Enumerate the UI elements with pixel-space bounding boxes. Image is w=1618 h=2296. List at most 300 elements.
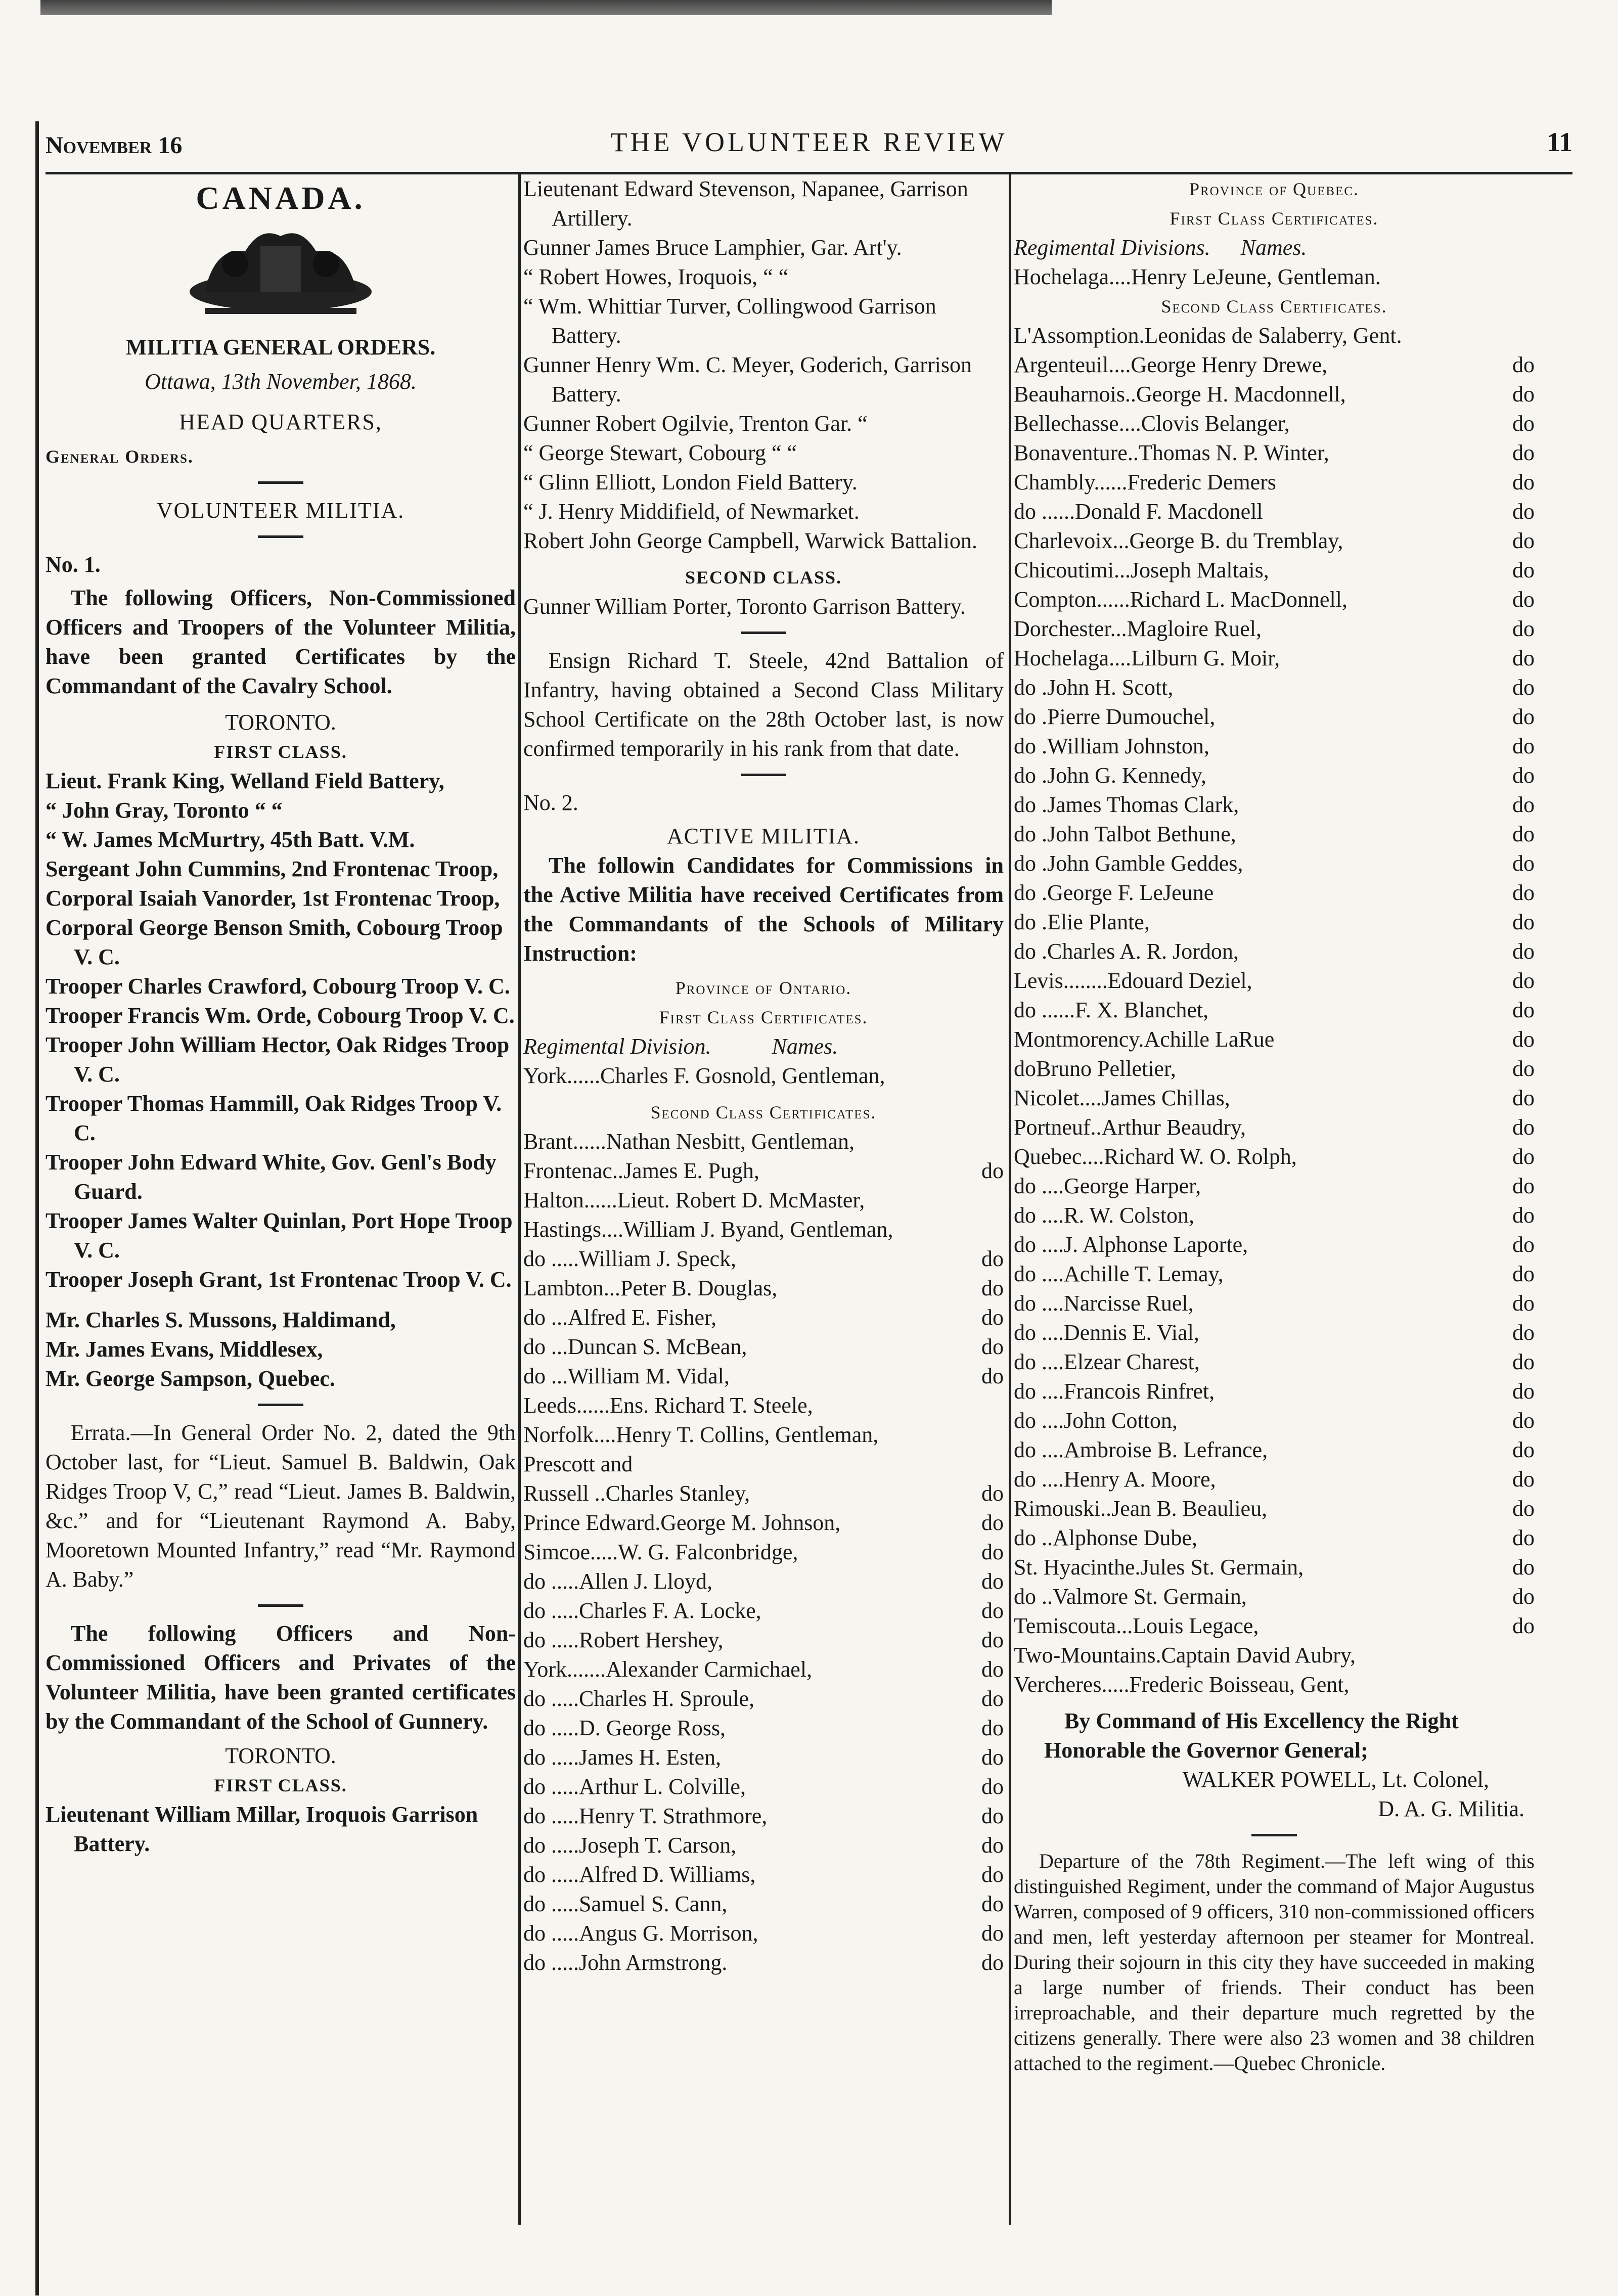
division-cell: do .... xyxy=(1014,1232,1064,1257)
name-cell: Duncan S. McBean, xyxy=(568,1334,747,1359)
division-cell: York...... xyxy=(523,1063,601,1088)
table-row xyxy=(523,1391,1004,1420)
ditto-cell: do xyxy=(981,1598,1004,1623)
division-cell: do . xyxy=(1014,675,1047,700)
division-cell: do xyxy=(1014,1056,1036,1081)
name-cell: William M. Vidal, xyxy=(568,1364,730,1388)
division-cell: do ..... xyxy=(523,1921,579,1946)
section-title: VOLUNTEER MILITIA. xyxy=(156,498,405,523)
table-row xyxy=(523,1596,1004,1626)
ditto-cell: do xyxy=(1512,1291,1535,1316)
name-cell: Thomas N. P. Winter, xyxy=(1138,440,1329,465)
division-cell: do ...... xyxy=(1014,998,1075,1022)
name-cell: William J. Speck, xyxy=(579,1246,737,1271)
certificate-entry: Trooper Francis Wm. Orde, Cobourg Troop V. C. xyxy=(46,1003,515,1028)
table-row xyxy=(523,1626,1004,1655)
ditto-cell: do xyxy=(1512,675,1535,700)
general-orders-label: General Orders. xyxy=(46,446,194,467)
table-row xyxy=(523,1186,1004,1215)
name-cell: Louis Legace, xyxy=(1133,1613,1259,1638)
order-intro: The following Officers, Non-Commissioned Officers and Troopers of the Volunteer Militia, have been granted Certificates by the Commandant of the Cavalry School. xyxy=(46,586,516,698)
table-row xyxy=(1014,1611,1535,1641)
ditto-cell: do xyxy=(981,1833,1004,1858)
table-row xyxy=(1014,937,1535,966)
ditto-cell: do xyxy=(1512,1555,1535,1580)
ditto-cell xyxy=(968,1127,1004,1156)
division-cell: do ... xyxy=(523,1305,568,1330)
table-row xyxy=(523,1362,1004,1391)
division-cell: do ...... xyxy=(1014,499,1075,524)
division-cell: Russell .. xyxy=(523,1481,606,1506)
ditto-cell: do xyxy=(1512,1115,1535,1140)
table-row xyxy=(523,1714,1004,1743)
table-row xyxy=(1014,585,1535,614)
division-cell: do . xyxy=(1014,910,1047,934)
division-cell: do . xyxy=(1014,704,1047,729)
table-row xyxy=(1014,1494,1535,1523)
column-rule-1 xyxy=(518,172,521,2225)
division-cell: Hastings.... xyxy=(523,1217,623,1242)
name-cell: Charles Stanley, xyxy=(605,1481,750,1506)
header-title: THE VOLUNTEER REVIEW xyxy=(610,127,1008,157)
name-cell: George F. LeJeune xyxy=(1047,880,1214,905)
ditto-cell: do xyxy=(981,1774,1004,1799)
name-cell: Robert Hershey, xyxy=(579,1628,724,1652)
name-cell: James H. Esten, xyxy=(579,1745,722,1770)
division-cell: do ..... xyxy=(523,1892,579,1916)
division-cell: Norfolk.... xyxy=(523,1422,616,1447)
ditto-cell: do xyxy=(1512,704,1535,729)
name-cell: J. Alphonse Laporte, xyxy=(1064,1232,1248,1257)
certificate-entry: “ W. James McMurtry, 45th Batt. V.M. xyxy=(46,827,415,852)
column-headings xyxy=(523,1032,1004,1061)
name-cell: Angus G. Morrison, xyxy=(579,1921,758,1946)
name-cell: Joseph T. Carson, xyxy=(579,1833,737,1858)
table-row xyxy=(1014,497,1535,526)
class-heading: Second Class Certificates. xyxy=(1161,296,1387,317)
division-cell: Vercheres..... xyxy=(1014,1672,1130,1697)
ditto-cell: do xyxy=(1512,910,1535,934)
table-row xyxy=(523,1450,1004,1479)
canada-heading: CANADA. xyxy=(196,180,366,216)
division-cell: do ..... xyxy=(523,1686,579,1711)
table-row xyxy=(1014,1113,1535,1142)
division-cell: do . xyxy=(1014,851,1047,876)
ditto-cell: do xyxy=(1512,1086,1535,1110)
province-heading: Province of Ontario. xyxy=(675,978,852,998)
ditto-cell: do xyxy=(1512,1144,1535,1169)
column-2 xyxy=(523,174,1004,1977)
name-cell: Edouard Deziel, xyxy=(1107,968,1252,993)
ditto-cell: do xyxy=(1512,734,1535,758)
division-cell: L'Assomption. xyxy=(1014,323,1145,348)
name-cell: James Thomas Clark, xyxy=(1047,792,1239,817)
table-row xyxy=(1014,556,1535,585)
table-row xyxy=(523,1332,1004,1362)
division-cell: do ..... xyxy=(523,1246,579,1271)
division-cell: Leeds...... xyxy=(523,1393,610,1418)
division-cell: York....... xyxy=(523,1657,606,1682)
place-heading: TORONTO. xyxy=(225,1743,336,1768)
gunnery-intro: The following Officers and Non-Commissioned Officers and Privates of the Volunteer Militia, have been granted certificates by the Commandant of the School of Gunnery. xyxy=(46,1621,516,1734)
division-cell: do ..... xyxy=(523,1716,579,1740)
division-cell: do . xyxy=(1014,822,1047,846)
division-cell: do ..... xyxy=(523,1804,579,1828)
certificate-entry: “ George Stewart, Cobourg “ “ xyxy=(523,440,797,465)
place-heading: TORONTO. xyxy=(225,710,336,735)
certificate-entry: Trooper Joseph Grant, 1st Frontenac Troop V. C. xyxy=(46,1267,512,1292)
ditto-cell: do xyxy=(1512,1056,1535,1081)
division-cell: do . xyxy=(1014,763,1047,788)
ditto-cell: do xyxy=(981,1716,1004,1740)
division-cell: do . xyxy=(1014,939,1047,964)
name-cell: Peter B. Douglas, xyxy=(620,1276,778,1300)
division-cell: Simcoe..... xyxy=(523,1540,618,1564)
ditto-cell: do xyxy=(981,1686,1004,1711)
ditto-cell: do xyxy=(981,1921,1004,1946)
ditto-cell: do xyxy=(981,1540,1004,1564)
name-cell: Nathan Nesbitt, Gentleman, xyxy=(606,1129,855,1154)
certificate-entry: Trooper Thomas Hammill, Oak Ridges Troop V. C. xyxy=(46,1091,502,1145)
certificate-entry: Lieut. Frank King, Welland Field Battery, xyxy=(46,769,444,793)
ditto-cell xyxy=(1499,321,1535,350)
table-row xyxy=(1014,350,1535,380)
table-row xyxy=(1014,878,1535,908)
table-row xyxy=(1014,1582,1535,1611)
name-cell: Achille LaRue xyxy=(1144,1027,1275,1052)
class-heading: FIRST CLASS. xyxy=(214,742,347,762)
name-cell: Jules St. Germain, xyxy=(1140,1555,1304,1580)
table-row xyxy=(1014,1142,1535,1172)
division-cell: do .. xyxy=(1014,1584,1053,1609)
division-cell: St. Hyacinthe. xyxy=(1014,1555,1141,1580)
table-row xyxy=(1014,1201,1535,1230)
name-cell: John Armstrong. xyxy=(579,1950,728,1975)
table-row xyxy=(1014,1347,1535,1377)
names-col-heading: Names. xyxy=(772,1034,838,1059)
table-row xyxy=(1014,673,1535,702)
ditto-cell xyxy=(1499,1641,1535,1670)
division-cell: do .... xyxy=(1014,1291,1064,1316)
name-cell: Francois Rinfret, xyxy=(1064,1379,1215,1404)
ditto-cell: do xyxy=(1512,1232,1535,1257)
name-cell: George H. Macdonnell, xyxy=(1136,382,1346,407)
name-cell: Alphonse Dube, xyxy=(1053,1525,1197,1550)
division-cell: do ..... xyxy=(523,1833,579,1858)
table-row xyxy=(523,1274,1004,1303)
ditto-cell: do xyxy=(1512,558,1535,582)
table-row xyxy=(1014,820,1535,849)
name-cell: Frederic Boisseau, Gent, xyxy=(1129,1672,1350,1697)
division-cell: do ..... xyxy=(523,1774,579,1799)
division-cell: do .... xyxy=(1014,1437,1064,1462)
certificate-entry: “ John Gray, Toronto “ “ xyxy=(46,798,283,823)
name-cell: Elzear Charest, xyxy=(1064,1349,1200,1374)
ensign-note: Ensign Richard T. Steele, 42nd Battalion of Infantry, having obtained a Second Class Military School Certificate on the 28th October last, is now confirmed temporarily in his rank from that date. xyxy=(523,648,1004,761)
table-row xyxy=(1014,849,1535,878)
separator xyxy=(741,774,786,776)
table-row xyxy=(1014,1406,1535,1435)
header-page-number: 11 xyxy=(1546,127,1572,157)
division-cell: Frontenac.. xyxy=(523,1158,623,1183)
division-cell: do ... xyxy=(523,1334,568,1359)
page-header xyxy=(46,126,1572,174)
name-cell: Elie Plante, xyxy=(1047,910,1150,934)
name-cell: Alfred E. Fisher, xyxy=(568,1305,716,1330)
ditto-cell: do xyxy=(1512,851,1535,876)
names-col-heading: Names. xyxy=(1240,235,1307,260)
coat-of-arms-icon xyxy=(174,216,387,322)
ditto-cell: do xyxy=(1512,1496,1535,1521)
division-cell: do ... xyxy=(523,1364,568,1388)
table-row xyxy=(523,1538,1004,1567)
table-row xyxy=(1014,1259,1535,1289)
division-cell: Quebec.... xyxy=(1014,1144,1104,1169)
name-cell: George M. Johnson, xyxy=(660,1510,841,1535)
table-row xyxy=(1014,1553,1535,1582)
certificate-entry: Corporal Isaiah Vanorder, 1st Frontenac Troop, xyxy=(46,886,500,911)
table-row xyxy=(523,1919,1004,1948)
certificate-list xyxy=(46,767,516,1294)
header-date: November 16 xyxy=(46,132,183,159)
certificate-entry: Trooper Charles Crawford, Cobourg Troop V. C. xyxy=(46,974,510,999)
division-cell: Hochelaga.... xyxy=(1014,264,1132,289)
name-cell: John G. Kennedy, xyxy=(1047,763,1206,788)
ditto-cell: do xyxy=(1512,440,1535,465)
separator xyxy=(258,481,303,484)
division-cell: Prescott and xyxy=(523,1452,633,1476)
name-cell: Samuel S. Cann, xyxy=(579,1892,728,1916)
ditto-cell: do xyxy=(1512,1437,1535,1462)
ditto-cell: do xyxy=(1512,1349,1535,1374)
ditto-cell: do xyxy=(981,1892,1004,1916)
certificate-entry: Mr. Charles S. Mussons, Haldimand, xyxy=(46,1308,396,1332)
table-row xyxy=(1014,1465,1535,1494)
division-cell: Halton...... xyxy=(523,1188,617,1212)
separator xyxy=(258,535,303,538)
division-cell: Chicoutimi... xyxy=(1014,558,1131,582)
head-quarters: HEAD QUARTERS, xyxy=(179,410,382,434)
ditto-cell xyxy=(968,1420,1004,1450)
name-cell: Ens. Richard T. Steele, xyxy=(610,1393,813,1418)
gunnery-list xyxy=(523,174,1004,556)
active-intro: The followin Candidates for Commissions in the Active Militia have received Certificates from the Commandants of the Schools of Military Instruction: xyxy=(523,853,1004,966)
name-cell: Ambroise B. Lefrance, xyxy=(1064,1437,1268,1462)
table-row xyxy=(523,1420,1004,1450)
name-cell: William J. Byand, Gentleman, xyxy=(623,1217,893,1242)
division-cell: Montmorency. xyxy=(1014,1027,1144,1052)
name-cell: George Henry Drewe, xyxy=(1131,352,1328,377)
ditto-cell: do xyxy=(981,1628,1004,1652)
name-cell xyxy=(633,1450,968,1479)
name-cell: James Chillas, xyxy=(1101,1086,1230,1110)
class-heading: First Class Certificates. xyxy=(1170,208,1379,229)
ditto-cell: do xyxy=(1512,1584,1535,1609)
ditto-cell: do xyxy=(981,1510,1004,1535)
certificate-entry: “ Robert Howes, Iroquois, “ “ xyxy=(523,264,789,289)
division-cell: Temiscouta... xyxy=(1014,1613,1133,1638)
order-number: No. 1. xyxy=(46,552,101,577)
division-cell: do .... xyxy=(1014,1408,1064,1433)
ditto-cell: do xyxy=(1512,382,1535,407)
separator xyxy=(1251,1834,1297,1836)
division-cell: Dorchester... xyxy=(1014,616,1127,641)
ditto-cell: do xyxy=(981,1481,1004,1506)
first-class-table xyxy=(1014,262,1535,292)
name-cell: W. G. Falconbridge, xyxy=(617,1540,798,1564)
name-cell: Richard W. O. Rolph, xyxy=(1104,1144,1297,1169)
table-row xyxy=(1014,644,1535,673)
division-cell: Bellechasse.... xyxy=(1014,411,1141,436)
certificate-entry: Gunner William Porter, Toronto Garrison Battery. xyxy=(523,594,966,619)
second-class-table xyxy=(523,1127,1004,1977)
ditto-cell: do xyxy=(1512,1525,1535,1550)
ditto-cell xyxy=(968,1391,1004,1420)
division-cell: do ..... xyxy=(523,1569,579,1594)
ditto-cell: do xyxy=(981,1276,1004,1300)
separator xyxy=(258,1604,303,1607)
ditto-cell: do xyxy=(1512,1262,1535,1286)
table-row xyxy=(1014,790,1535,820)
table-row xyxy=(523,1831,1004,1860)
division-cell: Nicolet.... xyxy=(1014,1086,1102,1110)
name-cell: Lieut. Robert D. McMaster, xyxy=(617,1188,865,1212)
ditto-cell xyxy=(968,1061,1004,1091)
name-cell: Charles F. Gosnold, Gentleman, xyxy=(600,1063,885,1088)
certificate-entry: Mr. James Evans, Middlesex, xyxy=(46,1337,323,1362)
table-row xyxy=(523,1127,1004,1156)
ditto-cell xyxy=(968,1215,1004,1244)
coat-of-arms xyxy=(46,213,516,333)
name-cell: Henry T. Collins, Gentleman, xyxy=(616,1422,879,1447)
division-col-heading: Regimental Division. xyxy=(523,1034,711,1059)
name-cell: John H. Scott, xyxy=(1047,675,1174,700)
certificate-entry: “ Wm. Whittiar Turver, Collingwood Garrison Battery. xyxy=(523,294,936,348)
table-row xyxy=(1014,1523,1535,1553)
ditto-cell xyxy=(968,1186,1004,1215)
name-cell: Achille T. Lemay, xyxy=(1064,1262,1224,1286)
ditto-cell: do xyxy=(1512,1379,1535,1404)
division-cell: Portneuf.. xyxy=(1014,1115,1102,1140)
ditto-cell: do xyxy=(1512,1613,1535,1638)
table-row xyxy=(1014,1435,1535,1465)
section-title: ACTIVE MILITIA. xyxy=(667,824,860,848)
name-cell: Richard L. MacDonnell, xyxy=(1130,587,1347,612)
table-row xyxy=(523,1772,1004,1802)
second-class-table xyxy=(1014,321,1535,1699)
name-cell: Donald F. Macdonell xyxy=(1075,499,1263,524)
table-row xyxy=(523,1567,1004,1596)
division-cell: Charlevoix... xyxy=(1014,528,1130,553)
ditto-cell: do xyxy=(1512,411,1535,436)
table-row xyxy=(1014,702,1535,732)
table-row xyxy=(1014,1084,1535,1113)
ditto-cell: do xyxy=(981,1657,1004,1682)
ditto-cell: do xyxy=(1512,880,1535,905)
table-row xyxy=(1014,438,1535,468)
certificate-entry: Corporal George Benson Smith, Cobourg Troop V. C. xyxy=(46,915,503,969)
table-row xyxy=(523,1508,1004,1538)
division-cell: Rimouski.. xyxy=(1014,1496,1112,1521)
division-cell: do .... xyxy=(1014,1262,1064,1286)
name-cell: William Johnston, xyxy=(1047,734,1209,758)
class-heading: First Class Certificates. xyxy=(659,1007,868,1027)
division-cell: Lambton... xyxy=(523,1276,620,1300)
name-cell: D. George Ross, xyxy=(579,1716,726,1740)
ditto-cell xyxy=(1499,1670,1535,1699)
ditto-cell: do xyxy=(1512,499,1535,524)
table-row xyxy=(523,1479,1004,1508)
ditto-cell: do xyxy=(981,1950,1004,1975)
name-cell: Arthur L. Colville, xyxy=(579,1774,746,1799)
table-row xyxy=(523,1889,1004,1919)
order-number: No. 2. xyxy=(523,790,578,815)
name-cell: John Gamble Geddes, xyxy=(1047,851,1243,876)
name-cell: Alfred D. Williams, xyxy=(579,1862,756,1887)
table-row xyxy=(1014,321,1535,350)
certificate-entry: Trooper John Edward White, Gov. Genl's Body Guard. xyxy=(46,1150,497,1204)
ditto-cell: do xyxy=(981,1305,1004,1330)
name-cell: George B. du Tremblay, xyxy=(1129,528,1343,553)
ditto-cell: do xyxy=(1512,470,1535,494)
name-cell: Lilburn G. Moir, xyxy=(1131,646,1280,670)
ditto-cell xyxy=(968,1450,1004,1479)
division-cell: do .... xyxy=(1014,1174,1064,1198)
ditto-cell: do xyxy=(981,1334,1004,1359)
ditto-cell: do xyxy=(1512,998,1535,1022)
division-cell: do .... xyxy=(1014,1320,1064,1345)
division-cell: Compton...... xyxy=(1014,587,1130,612)
name-cell: James E. Pugh, xyxy=(623,1158,759,1183)
name-cell: Narcisse Ruel, xyxy=(1064,1291,1194,1316)
ditto-cell: do xyxy=(1512,587,1535,612)
ditto-cell: do xyxy=(1512,646,1535,670)
class-heading: Second Class Certificates. xyxy=(650,1102,877,1122)
name-cell: John Talbot Bethune, xyxy=(1047,822,1236,846)
division-cell: Levis........ xyxy=(1014,968,1108,993)
division-col-heading: Regimental Divisions. xyxy=(1014,235,1210,260)
province-heading: Province of Quebec. xyxy=(1189,179,1360,199)
division-cell: do .... xyxy=(1014,1467,1064,1492)
dateline: Ottawa, 13th November, 1868. xyxy=(145,369,417,394)
table-row xyxy=(523,1860,1004,1889)
division-cell: do ..... xyxy=(523,1862,579,1887)
errata-note: Errata.—In General Order No. 2, dated the 9th October last, for “Lieut. Samuel B. Baldwin, Oak Ridges Troop V, C,” read “Lieut. James B. Baldwin, &c.” and for “Lieutenant Raymond A. Baby, Mooretown Mounted Infantry,” read “Mr. Raymond A. Baby.” xyxy=(46,1420,516,1592)
certificate-entry: Trooper James Walter Quinlan, Port Hope Troop V. C. xyxy=(46,1208,513,1263)
table-row xyxy=(1014,1230,1535,1259)
table-row xyxy=(1014,966,1535,996)
table-row xyxy=(1014,1377,1535,1406)
column-rule-2 xyxy=(1009,172,1011,2225)
name-cell: Henry T. Strathmore, xyxy=(579,1804,768,1828)
table-row xyxy=(1014,1641,1535,1670)
name-cell: Henry A. Moore, xyxy=(1064,1467,1216,1492)
name-cell: Joseph Maltais, xyxy=(1131,558,1269,582)
division-cell: do . xyxy=(1014,792,1047,817)
first-class-table xyxy=(523,1061,1004,1091)
table-row xyxy=(523,1215,1004,1244)
certificate-entry: Gunner Henry Wm. C. Meyer, Goderich, Garrison Battery. xyxy=(523,352,972,407)
division-cell: Prince Edward. xyxy=(523,1510,661,1535)
division-cell: do ..... xyxy=(523,1745,579,1770)
division-cell: Bonaventure.. xyxy=(1014,440,1139,465)
ditto-cell: do xyxy=(981,1862,1004,1887)
ditto-cell: do xyxy=(1512,528,1535,553)
ditto-cell: do xyxy=(981,1745,1004,1770)
separator xyxy=(258,1404,303,1406)
division-cell: do . xyxy=(1014,734,1047,758)
division-cell: do .... xyxy=(1014,1349,1064,1374)
